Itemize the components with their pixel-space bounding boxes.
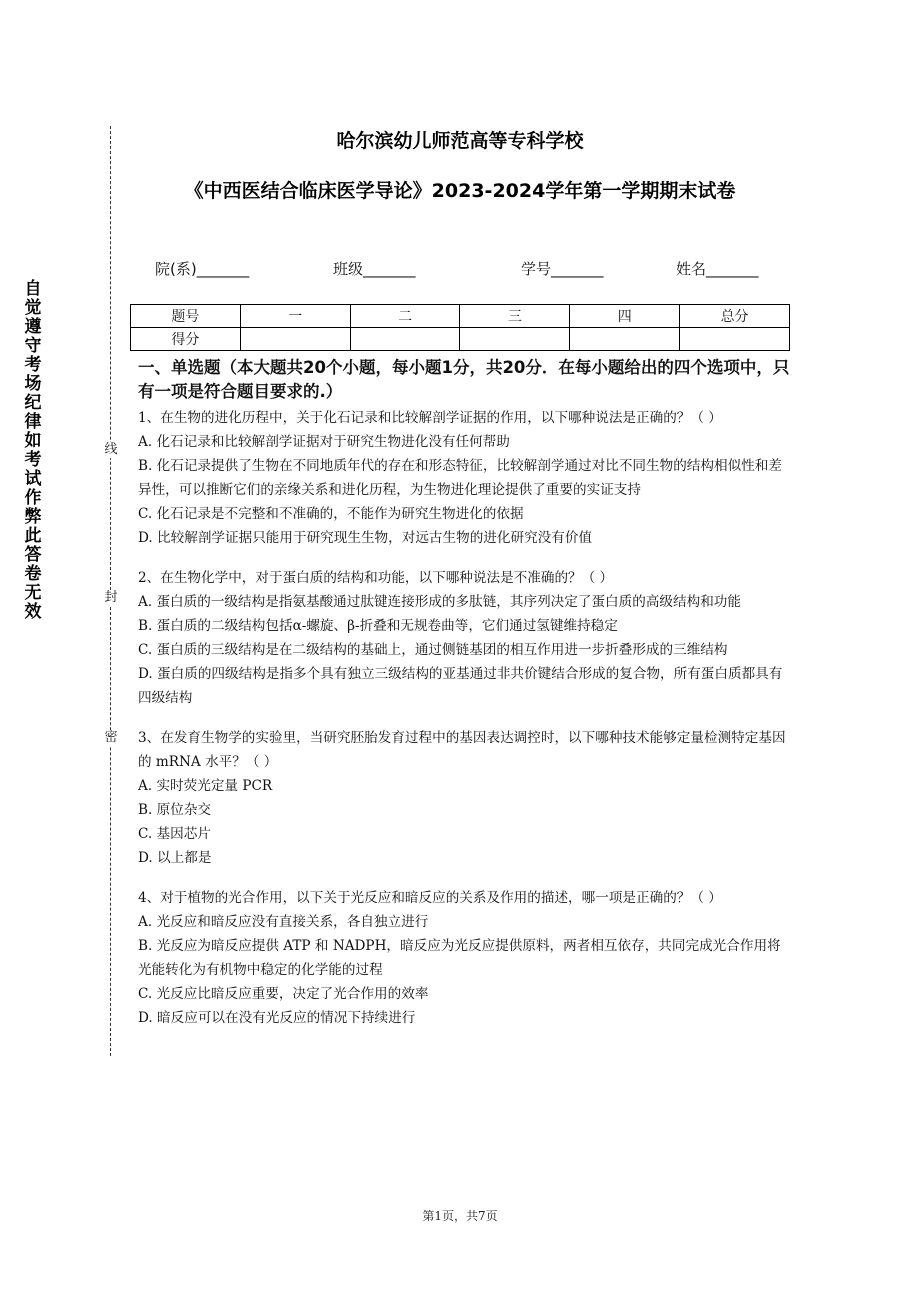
exam-discipline-note: 自觉遵守考场纪律如考试作弊此答卷无效 — [24, 279, 42, 622]
score-header-cell: 一 — [240, 305, 350, 328]
score-cell[interactable] — [460, 328, 570, 351]
option-b[interactable]: B. 化石记录提供了生物在不同地质年代的存在和形态特征，比较解剖学通过对比不同生物的结构相似性和差异性，可以推断它们的亲缘关系和进化历程，为生物进化理论提供了重要的实证支持 — [138, 458, 782, 498]
question-3 — [138, 726, 792, 870]
department-field[interactable]: 院(系)_______ — [155, 260, 250, 278]
option-b[interactable]: B. 原位杂交 — [138, 802, 212, 818]
option-d[interactable]: D. 暗反应可以在没有光反应的情况下持续进行 — [138, 1010, 416, 1026]
question-4 — [138, 886, 792, 1030]
score-table-header-row — [131, 305, 790, 328]
student-id-field[interactable]: 学号_______ — [521, 260, 604, 278]
score-cell[interactable] — [680, 328, 790, 351]
school-name: 哈尔滨幼儿师范高等专科学校 — [336, 130, 584, 152]
question-stem: 1、在生物的进化历程中，关于化石记录和比较解剖学证据的作用，以下哪种说法是正确的？（ ） — [138, 410, 722, 426]
score-row-label: 得分 — [131, 328, 241, 351]
score-header-cell: 四 — [570, 305, 680, 328]
option-d[interactable]: D. 以上都是 — [138, 850, 212, 866]
exam-title: 《中西医结合临床医学导论》2023-2024学年第一学期期末试卷 — [184, 180, 736, 202]
question-1 — [138, 406, 792, 550]
option-d[interactable]: D. 比较解剖学证据只能用于研究现生生物，对远古生物的进化研究没有价值 — [138, 530, 593, 546]
option-c[interactable]: C. 化石记录是不完整和不准确的，不能作为研究生物进化的依据 — [138, 506, 524, 522]
class-field[interactable]: 班级_______ — [333, 260, 416, 278]
binding-mark-line: 线 — [104, 442, 118, 457]
score-header-cell: 三 — [460, 305, 570, 328]
name-field[interactable]: 姓名_______ — [676, 260, 759, 278]
binding-mark-secret: 密 — [104, 730, 118, 745]
binding-mark-seal: 封 — [104, 590, 118, 605]
option-a[interactable]: A. 化石记录和比较解剖学证据对于研究生物进化没有任何帮助 — [138, 434, 510, 450]
score-table-score-row — [131, 328, 790, 351]
score-cell[interactable] — [240, 328, 350, 351]
option-d[interactable]: D. 蛋白质的四级结构是指多个具有独立三级结构的亚基通过非共价键结合形成的复合物，所有蛋白质都具有四级结构 — [138, 666, 783, 706]
student-info-row — [155, 258, 795, 280]
section-heading: 一、单选题（本大题共20个小题，每小题1分，共20分．在每小题给出的四个选项中，只有一项是符合题目要求的.） — [138, 358, 790, 401]
option-c[interactable]: C. 基因芯片 — [138, 826, 211, 842]
option-b[interactable]: B. 蛋白质的二级结构包括α-螺旋、β-折叠和无规卷曲等，它们通过氢键维持稳定 — [138, 618, 618, 634]
option-a[interactable]: A. 光反应和暗反应没有直接关系，各自独立进行 — [138, 914, 429, 930]
page-number: 第1页，共7页 — [422, 1209, 498, 1223]
question-stem: 4、对于植物的光合作用，以下关于光反应和暗反应的关系及作用的描述，哪一项是正确的？（ ） — [138, 890, 722, 906]
score-header-cell: 题号 — [131, 305, 241, 328]
option-b[interactable]: B. 光反应为暗反应提供 ATP 和 NADPH，暗反应为光反应提供原料，两者相互依存，共同完成光合作用将光能转化为有机物中稳定的化学能的过程 — [138, 938, 781, 978]
question-stem: 2、在生物化学中，对于蛋白质的结构和功能，以下哪种说法是不准确的？（ ） — [138, 570, 614, 586]
question-2 — [138, 566, 792, 710]
score-header-cell: 二 — [350, 305, 460, 328]
option-c[interactable]: C. 光反应比暗反应重要，决定了光合作用的效率 — [138, 986, 429, 1002]
question-stem: 3、在发育生物学的实验里，当研究胚胎发育过程中的基因表达调控时，以下哪种技术能够定量检测特定基因的 mRNA 水平？（ ） — [138, 730, 786, 770]
option-a[interactable]: A. 实时荧光定量 PCR — [138, 778, 273, 794]
score-cell[interactable] — [570, 328, 680, 351]
option-c[interactable]: C. 蛋白质的三级结构是在二级结构的基础上，通过侧链基团的相互作用进一步折叠形成的三维结构 — [138, 642, 728, 658]
option-a[interactable]: A. 蛋白质的一级结构是指氨基酸通过肽键连接形成的多肽链，其序列决定了蛋白质的高级结构和功能 — [138, 594, 741, 610]
score-cell[interactable] — [350, 328, 460, 351]
score-table — [130, 304, 790, 351]
exam-content — [138, 354, 792, 1046]
score-header-cell: 总分 — [680, 305, 790, 328]
